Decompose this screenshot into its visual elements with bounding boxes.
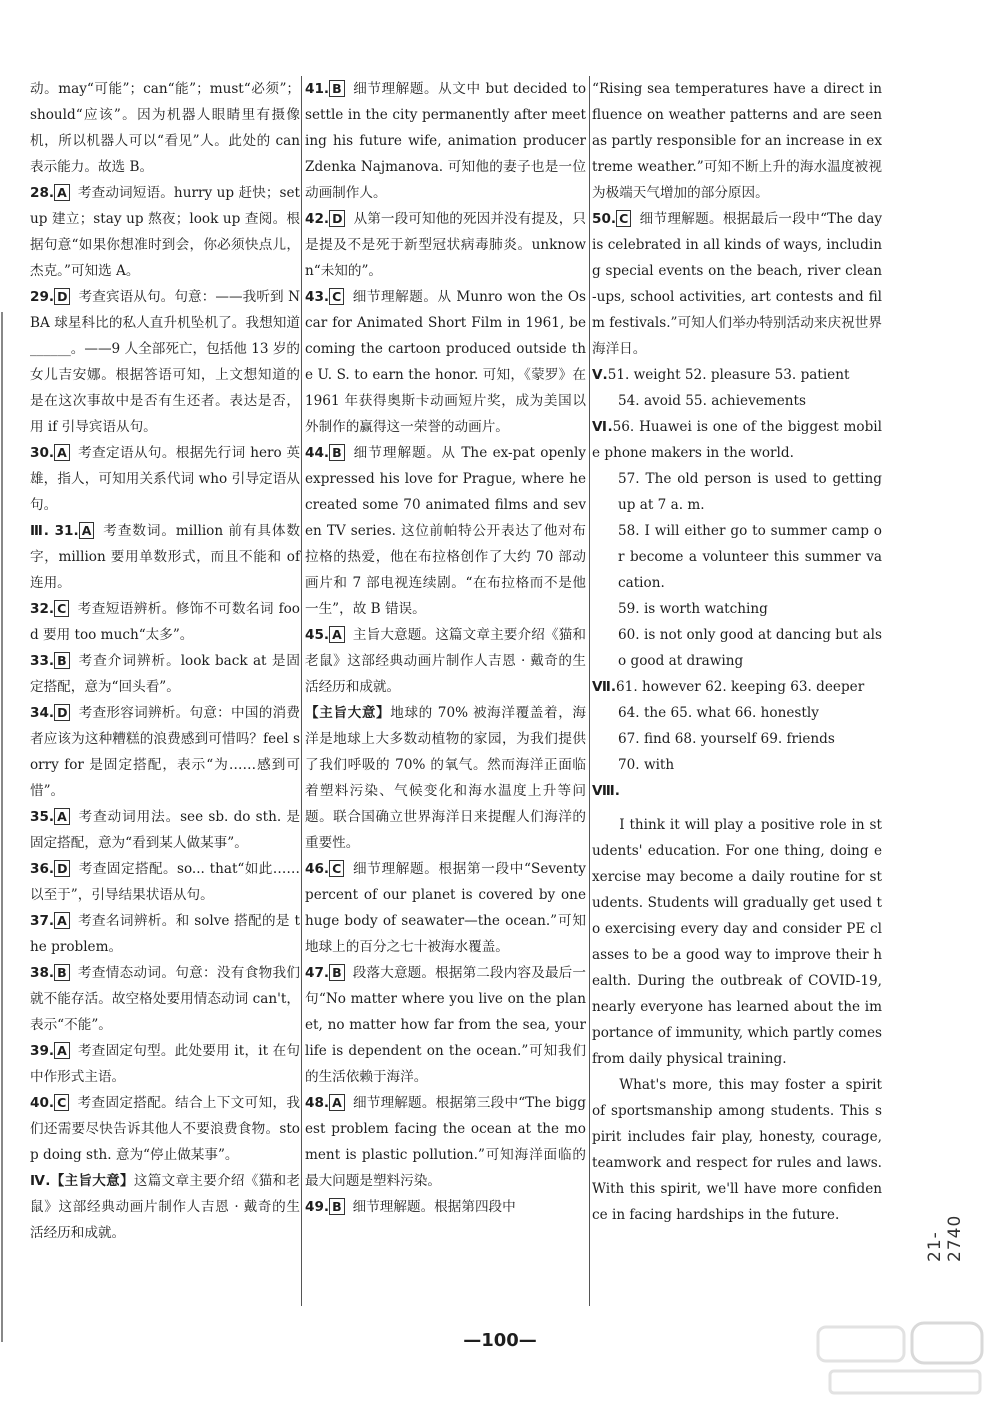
- question-number: 38.: [30, 965, 55, 981]
- explanation-text: 细节理解题。根据第三段中“The biggest problem facing the ocean at the moment is plastic pollution.”可知海洋面临的最大问题是塑料污染。: [305, 1095, 586, 1189]
- explanation-text: 考查名词辨析。和 solve 搭配的是 the problem。: [30, 913, 300, 955]
- question-number: 39.: [30, 1043, 55, 1059]
- question-number: 30.: [30, 445, 55, 461]
- answer-letter: A: [54, 444, 70, 461]
- middle-item: [305, 206, 586, 284]
- explanation-text: 主旨大意题。这篇文章主要介绍《猫和老鼠》这部经典动画片制作人吉恩 · 戴奇的生活经历和成就。: [305, 627, 586, 695]
- explanation-text: 59. is worth watching: [618, 601, 768, 617]
- left-item: [30, 1090, 300, 1168]
- question-number: 41.: [305, 81, 330, 97]
- answer-letter: C: [329, 860, 344, 877]
- left-item: [30, 648, 300, 700]
- right-item: [592, 76, 882, 206]
- question-number: Ⅲ. 31.: [30, 523, 79, 539]
- explanation-text: 60. is not only good at dancing but also good at drawing: [618, 627, 882, 669]
- right-item: [592, 622, 882, 674]
- right-item: [592, 726, 882, 752]
- answer-letter: B: [329, 80, 345, 97]
- right-item: [592, 674, 882, 700]
- left-item: [30, 596, 300, 648]
- question-number: 45.: [305, 627, 330, 643]
- left-item: [30, 908, 300, 960]
- question-number: Ⅶ.: [592, 679, 617, 695]
- middle-item: [305, 76, 586, 206]
- question-number: 37.: [30, 913, 55, 929]
- explanation-text: 51. weight 52. pleasure 53. patient: [607, 367, 850, 383]
- left-item: [30, 1038, 300, 1090]
- left-item: [30, 518, 300, 596]
- question-number: 47.: [305, 965, 330, 981]
- left-item: [30, 804, 300, 856]
- question-number: 46.: [305, 861, 330, 877]
- answer-column-left: [30, 76, 300, 1246]
- question-number: Ⅴ.: [592, 367, 608, 383]
- explanation-text: 考查宾语从句。句意：——我听到 NBA 球星科比的私人直升机坠机了。我想知道______。——9 人全部死亡，包括他 13 岁的女儿吉安娜。根据答语可知，上文想知道的是在这次事故中是否有生还者。表达是否，用 if 引导宾语从句。: [30, 289, 301, 435]
- question-number: 40.: [30, 1095, 55, 1111]
- question-number: 28.: [30, 185, 55, 201]
- explanation-text: 动。may“可能”；can“能”；must“必须”；should“应该”。因为机器人眼睛里有摄像机，所以机器人可以“看见”人。此处的 can 表示能力。故选 B。: [30, 81, 300, 175]
- essay-paragraph-1: I think it will play a positive role in students' education. For one thing, doing exercise may become a daily routine for students. Students will gradually get used to exercising every day and consider PE classes to be a good way to improve their health. During the outbreak of COVID-19, nearly everyone has learned about the importance of immunity, which partly comes from daily physical training.: [592, 817, 882, 1067]
- summary-tag: 【主旨大意】: [305, 705, 391, 721]
- explanation-text: 细节理解题。根据第一段中“Seventy percent of our planet is covered by one huge body of seawater—the ocean.”可知地球上的百分之七十被海水覆盖。: [305, 861, 586, 955]
- explanation-text: 考查动词用法。see sb. do sth. 是固定搭配，意为“看到某人做某事”。: [30, 809, 300, 851]
- answer-letter: D: [54, 288, 70, 305]
- explanation-text: 考查情态动词。句意：没有食物我们就不能存活。故空格处要用情态动词 can't，表示“不能”。: [30, 965, 300, 1033]
- answer-letter: A: [329, 626, 345, 643]
- answer-letter: A: [54, 808, 70, 825]
- middle-item: [305, 622, 586, 700]
- explanation-text: 考查形容词辨析。句意：中国的消费者应该为这种糟糕的浪费感到可惜吗？feel sorry for 是固定搭配，表示“为……感到可惜”。: [30, 705, 300, 799]
- explanation-text: 从第一段可知他的死因并没有提及，只是提及不是死于新型冠状病毒肺炎。unknown“未知的”。: [305, 211, 586, 279]
- middle-item: [305, 440, 586, 622]
- page-number: —100—: [463, 1330, 537, 1351]
- summary-tag: 【主旨大意】: [50, 1173, 134, 1189]
- explanation-text: 58. I will either go to summer camp or become a volunteer this summer vacation.: [618, 523, 882, 591]
- explanation-text: 57. The old person is used to getting up at 7 a. m.: [618, 471, 882, 513]
- question-number: Ⅵ.: [592, 419, 613, 435]
- answer-letter: A: [54, 184, 70, 201]
- answer-column-middle: [305, 76, 586, 1220]
- answer-letter: C: [54, 600, 69, 617]
- answer-letter: B: [54, 652, 70, 669]
- question-number: Ⅷ.: [592, 783, 620, 799]
- right-item: [592, 518, 882, 596]
- left-item: [30, 284, 300, 440]
- middle-item: [305, 960, 586, 1090]
- right-item: [592, 752, 882, 778]
- middle-item: [305, 1090, 586, 1194]
- answer-letter: B: [329, 1198, 345, 1215]
- explanation-text: 考查固定搭配。so... that“如此……以至于”，引导结果状语从句。: [30, 861, 300, 903]
- question-number: 29.: [30, 289, 55, 305]
- answer-letter: C: [616, 210, 631, 227]
- explanation-text: 67. find 68. yourself 69. friends: [618, 731, 835, 747]
- answer-letter: B: [329, 444, 345, 461]
- explanation-text: 这篇文章主要介绍《猫和老鼠》这部经典动画片制作人吉恩 · 戴奇的生活经历和成就。: [30, 1173, 300, 1241]
- question-number: 43.: [305, 289, 330, 305]
- left-item: [30, 440, 300, 518]
- answer-letter: B: [329, 964, 345, 981]
- answer-letter: D: [54, 860, 70, 877]
- right-item: [592, 596, 882, 622]
- middle-item: [305, 284, 586, 440]
- explanation-text: 54. avoid 55. achievements: [618, 393, 806, 409]
- question-number: 42.: [305, 211, 330, 227]
- answer-column-right: [592, 76, 882, 1228]
- right-item: [592, 362, 882, 388]
- answer-letter: A: [329, 1094, 345, 1111]
- left-item: [30, 960, 300, 1038]
- explanation-text: “Rising sea temperatures have a direct influence on weather patterns and are seen as partly responsible for an increase in extreme weather.”可知不断上升的海水温度被视为极端天气增加的部分原因。: [592, 81, 882, 201]
- question-number: 50.: [592, 211, 617, 227]
- watermark-logo: [800, 1315, 996, 1400]
- column-divider-left: [301, 76, 302, 1306]
- answer-letter: D: [329, 210, 345, 227]
- section-margin-bar: [1, 312, 6, 1342]
- right-item: [592, 414, 882, 466]
- answer-letter: B: [54, 964, 70, 981]
- question-number: 35.: [30, 809, 55, 825]
- right-item: [592, 466, 882, 518]
- answer-letter: A: [54, 912, 70, 929]
- middle-item: [305, 856, 586, 960]
- explanation-text: 细节理解题。从 The ex-pat openly expressed his love for Prague, where he created some 70 animated films and seven TV series. 这位前帕特公开表达了他对布拉格的热爱，他在布拉格创作了大约 70 部动画片和 7 部电视连续剧。“在布拉格而不是他一生”，故 B 错误。: [305, 445, 586, 617]
- left-item: [30, 76, 300, 180]
- question-number: 49.: [305, 1199, 330, 1215]
- left-item: [30, 180, 300, 284]
- right-item: [592, 206, 882, 362]
- answer-letter: A: [79, 522, 95, 539]
- explanation-text: 考查固定句型。此处要用 it，it 在句中作形式主语。: [30, 1043, 300, 1085]
- middle-item: [305, 1194, 586, 1220]
- essay-paragraph-2: What's more, this may foster a spirit of sportsmanship among students. This spirit includes fair play, honesty, courage, teamwork and respect for rules and laws. With this spirit, we'll have more confidence in facing hardships in the future.: [592, 1077, 882, 1223]
- explanation-text: 64. the 65. what 66. honestly: [618, 705, 819, 721]
- explanation-text: 61. however 62. keeping 63. deeper: [616, 679, 865, 695]
- explanation-text: 考查短语辨析。修饰不可数名词 food 要用 too much“太多”。: [30, 601, 300, 643]
- answer-letter: D: [54, 704, 70, 721]
- explanation-text: 考查固定搭配。结合上下文可知，我们还需要尽快告诉其他人不要浪费食物。stop doing sth. 意为“停止做某事”。: [30, 1095, 300, 1163]
- question-number: 34.: [30, 705, 55, 721]
- explanation-text: 段落大意题。根据第二段内容及最后一句“No matter where you live on the planet, no matter how far from the sea, your life is dependent on the ocean.”可知我们的生活依赖于海洋。: [305, 965, 586, 1085]
- middle-item: [305, 700, 586, 856]
- explanation-text: 70. with: [618, 757, 675, 773]
- question-number: 36.: [30, 861, 55, 877]
- left-item: [30, 700, 300, 804]
- question-number: 32.: [30, 601, 55, 617]
- explanation-text: 考查介词辨析。look back at 是固定搭配，意为“回头看”。: [30, 653, 300, 695]
- explanation-text: 56. Huawei is one of the biggest mobile phone makers in the world.: [592, 419, 882, 461]
- question-number: 44.: [305, 445, 330, 461]
- explanation-text: 细节理解题。从文中 but decided to settle in the city permanently after meeting his future wife, animation producer Zdenka Najmanova. 可知他的妻子也是一位动画制作人。: [305, 81, 586, 201]
- explanation-text: 细节理解题。从 Munro won the Oscar for Animated Short Film in 1961, becoming the cartoon produced outside the U. S. to earn the honor. 可知，《蒙罗》在 1961 年获得奥斯卡动画短片奖，成为美国以外制作的赢得这一荣誉的动画片。: [305, 289, 586, 435]
- answer-letter: A: [54, 1042, 70, 1059]
- right-item: [592, 778, 882, 804]
- answer-letter: C: [329, 288, 344, 305]
- explanation-text: 考查定语从句。根据先行词 hero 英雄，指人，可知用关系代词 who 引导定语从句。: [30, 445, 300, 513]
- question-number: 33.: [30, 653, 55, 669]
- question-number: 48.: [305, 1095, 330, 1111]
- answer-list-right: [592, 76, 882, 804]
- explanation-text: 考查动词短语。hurry up 赶快；set up 建立；stay up 熬夜；look up 查阅。根据句意“如果你想准时到会，你必须快点儿，杰克。”可知选 A。: [30, 185, 300, 279]
- side-code: 21-2740: [925, 1214, 965, 1262]
- left-item: [30, 1168, 300, 1246]
- explanation-text: 地球的 70% 被海洋覆盖着，海洋是地球上大多数动植物的家园，为我们提供了我们呼吸的 70% 的氧气。然而海洋正面临着塑料污染、气候变化和海水温度上升等问题。联合国确立世界海洋日来提醒人们海洋的重要性。: [305, 705, 587, 851]
- answer-letter: C: [54, 1094, 69, 1111]
- left-item: [30, 856, 300, 908]
- column-divider-right: [589, 76, 590, 1306]
- right-item: [592, 700, 882, 726]
- explanation-text: 细节理解题。根据第四段中: [352, 1199, 516, 1215]
- right-item: [592, 388, 882, 414]
- explanation-text: 考查数词。million 前有具体数字，million 要用单数形式，而且不能和 of 连用。: [30, 523, 301, 591]
- explanation-text: 细节理解题。根据最后一段中“The day is celebrated in all kinds of ways, including special events on the beach, river clean-ups, school activities, art contests and film festivals.”可知人们举办特别活动来庆祝世界海洋日。: [592, 211, 882, 357]
- question-number: Ⅳ.: [30, 1173, 51, 1189]
